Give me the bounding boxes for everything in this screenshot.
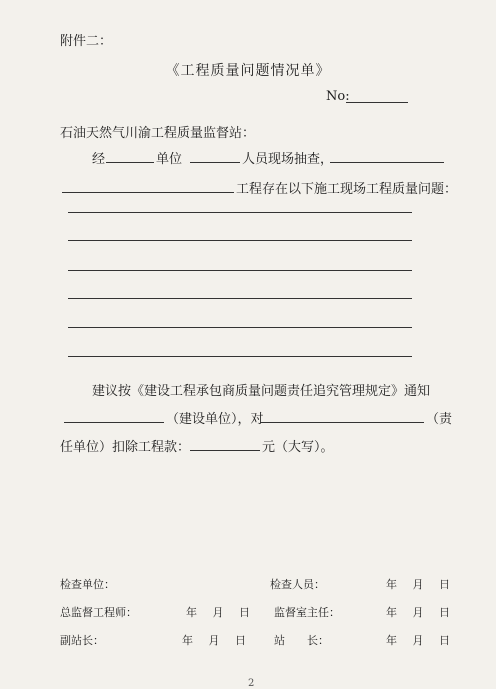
row1-prefix: 经 <box>92 152 106 167</box>
inspected-unit-field[interactable] <box>106 162 154 163</box>
row1-personnel-label: 人员现场抽查， <box>242 152 334 167</box>
recipient-station: 石油天然气川渝工程质量监督站： <box>60 126 256 141</box>
office-director-label: 监督室主任： <box>274 606 340 619</box>
row4-responsible-label: （责 <box>426 412 453 427</box>
deduction-amount-field[interactable] <box>190 450 260 451</box>
row5-suffix: 元（大写）。 <box>262 440 334 455</box>
row2-text: 工程存在以下施工现场工程质量问题： <box>236 182 458 197</box>
attachment-label: 附件二： <box>60 34 113 49</box>
responsible-unit-field[interactable] <box>260 422 424 423</box>
row4-construction-label: （建设单位），对 <box>166 412 264 427</box>
inspection-unit-label: 检查单位： <box>60 578 115 591</box>
inspector-label: 检查人员： <box>270 578 325 591</box>
date-field[interactable]: 年 月 日 <box>386 578 456 591</box>
deputy-head-label: 副站长： <box>60 634 104 647</box>
problem-line[interactable] <box>68 327 412 328</box>
suggestion-text: 建议按《建设工程承包商质量问题责任追究管理规定》通知 <box>92 384 431 399</box>
date-field[interactable]: 年 月 日 <box>182 634 252 647</box>
problem-line[interactable] <box>68 298 412 299</box>
date-field[interactable]: 年 月 日 <box>186 606 256 619</box>
problem-line[interactable] <box>68 212 412 213</box>
project-name-field[interactable] <box>62 192 234 193</box>
chief-engineer-label: 总监督工程师： <box>60 606 137 619</box>
problem-line[interactable] <box>68 240 412 241</box>
page-number: 2 <box>248 678 255 689</box>
date-field[interactable]: 年 月 日 <box>386 606 456 619</box>
unit-personnel-field[interactable] <box>190 162 240 163</box>
inspection-target-field[interactable] <box>330 162 444 163</box>
station-head-label: 站 长： <box>274 634 329 647</box>
construction-unit-field[interactable] <box>64 422 164 423</box>
number-field[interactable] <box>346 102 408 103</box>
number-label: No: <box>326 89 350 104</box>
date-field[interactable]: 年 月 日 <box>386 634 456 647</box>
problem-line[interactable] <box>68 270 412 271</box>
row5-text: 任单位）扣除工程款： <box>60 440 191 455</box>
problem-line[interactable] <box>68 356 412 357</box>
row1-unit-label: 单位 <box>156 152 183 167</box>
page-title: 《工程质量问题情况单》 <box>165 63 331 79</box>
